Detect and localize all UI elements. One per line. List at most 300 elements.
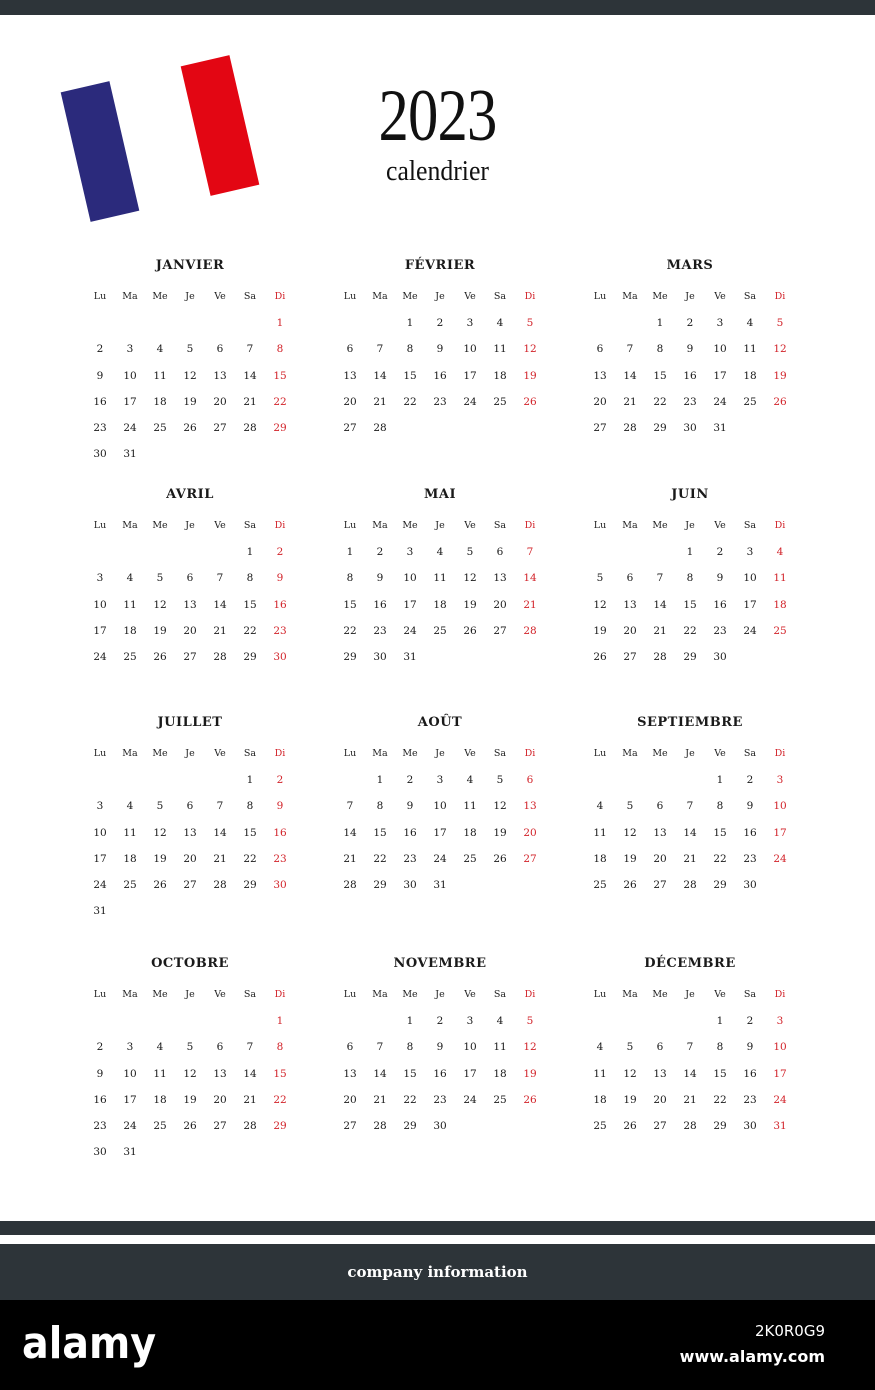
day-cell: 18: [493, 1067, 507, 1080]
day-cell: 22: [343, 624, 357, 637]
day-cell: 6: [656, 1041, 664, 1054]
day-cell: 8: [406, 343, 414, 356]
day-cell: 20: [523, 826, 537, 839]
day-cell: 11: [593, 826, 607, 839]
day-cell: 31: [123, 1146, 137, 1159]
weekday-label: Sa: [493, 748, 507, 759]
day-cell: 7: [526, 546, 534, 558]
day-cell: 16: [683, 369, 697, 382]
day-cell: 13: [523, 800, 537, 813]
empty-cell: [205, 767, 235, 793]
empty-cell: [145, 767, 175, 793]
day-cell: 5: [466, 546, 474, 558]
day-cell: 10: [123, 1067, 137, 1080]
day-cell: 14: [653, 598, 667, 611]
day-cell: 4: [596, 1041, 604, 1054]
day-cell: 4: [466, 774, 474, 786]
day-cell: 22: [403, 395, 417, 408]
day-cell: 1: [346, 546, 354, 558]
day-cell: 3: [776, 774, 784, 786]
empty-cell: [365, 1008, 395, 1034]
month-name: OCTOBRE: [151, 956, 229, 971]
day-cell: 8: [276, 343, 284, 356]
day-cell: 2: [96, 1041, 104, 1054]
weekday-label: Je: [185, 748, 195, 759]
day-cell: 19: [463, 598, 477, 611]
empty-cell: [335, 310, 365, 336]
day-cell: 23: [433, 395, 447, 408]
day-cell: 2: [746, 1015, 754, 1027]
day-cell: 23: [433, 1093, 447, 1106]
day-cell: 29: [713, 1120, 727, 1133]
day-cell: 27: [213, 1120, 227, 1133]
day-cell: 19: [773, 369, 787, 382]
weekday-label: Je: [685, 520, 695, 531]
weekday-label: Ma: [622, 291, 638, 302]
day-cell: 1: [276, 1015, 284, 1027]
stock-watermark-bar: [0, 1300, 875, 1390]
weekday-label: Ve: [214, 989, 226, 1000]
weekday-label: Ve: [714, 748, 726, 759]
day-cell: 29: [343, 651, 357, 664]
day-cell: 24: [773, 852, 787, 865]
day-cell: 17: [463, 369, 477, 382]
weekday-label: Me: [402, 291, 418, 302]
day-cell: 1: [716, 1015, 724, 1027]
day-cell: 15: [403, 1067, 417, 1080]
day-cell: 20: [653, 852, 667, 865]
weekday-label: Me: [152, 989, 168, 1000]
day-cell: 13: [183, 598, 197, 611]
day-cell: 11: [123, 826, 137, 839]
day-cell: 26: [183, 1120, 197, 1133]
day-cell: 10: [463, 343, 477, 356]
day-cell: 9: [96, 369, 104, 382]
weekday-label: Me: [152, 748, 168, 759]
day-cell: 3: [126, 1041, 134, 1054]
day-cell: 25: [493, 395, 507, 408]
weekday-label: Di: [274, 520, 286, 531]
weekday-label: Sa: [243, 291, 257, 302]
day-cell: 29: [683, 651, 697, 664]
day-cell: 6: [596, 343, 604, 356]
day-cell: 28: [653, 651, 667, 664]
weekday-header: [585, 517, 795, 535]
day-cell: 28: [683, 1120, 697, 1133]
company-information: company information: [347, 1263, 528, 1281]
day-cell: 26: [623, 1120, 637, 1133]
day-cell: 14: [523, 572, 537, 585]
day-cell: 16: [743, 826, 757, 839]
weekday-label: Ma: [372, 291, 388, 302]
day-cell: 27: [623, 651, 637, 664]
empty-cell: [615, 310, 645, 336]
top-bar: [0, 0, 875, 15]
day-cell: 18: [153, 395, 167, 408]
day-cell: 23: [683, 395, 697, 408]
day-cell: 16: [93, 1093, 107, 1106]
day-cell: 17: [773, 826, 787, 839]
day-cell: 5: [526, 317, 534, 329]
day-cell: 5: [496, 774, 504, 786]
month-name: AOÛT: [417, 715, 463, 730]
weekday-label: Me: [652, 748, 668, 759]
day-cell: 10: [713, 343, 727, 356]
empty-cell: [365, 310, 395, 336]
day-cell: 26: [153, 879, 167, 892]
day-cell: 9: [276, 572, 284, 585]
empty-cell: [205, 539, 235, 565]
empty-cell: [335, 767, 365, 793]
weekday-label: Je: [435, 989, 445, 1000]
weekday-label: Je: [185, 989, 195, 1000]
day-cell: 4: [496, 1015, 504, 1027]
month-block: [85, 256, 295, 468]
day-cell: 9: [716, 572, 724, 585]
day-cell: 3: [96, 572, 104, 585]
day-cell: 8: [376, 800, 384, 813]
empty-cell: [85, 767, 115, 793]
day-cell: 5: [526, 1015, 534, 1027]
day-cell: 29: [713, 879, 727, 892]
day-cell: 27: [183, 879, 197, 892]
day-cell: 17: [773, 1067, 787, 1080]
day-cell: 4: [496, 317, 504, 329]
day-cell: 20: [653, 1093, 667, 1106]
month-block: [585, 713, 795, 898]
weekday-label: Di: [774, 989, 786, 1000]
day-cell: 8: [686, 572, 694, 585]
flag-blue-stripe: [61, 81, 140, 222]
day-cell: 30: [433, 1120, 447, 1133]
day-cell: 16: [433, 1067, 447, 1080]
day-cell: 24: [123, 422, 137, 435]
day-cell: 25: [493, 1093, 507, 1106]
day-cell: 29: [243, 651, 257, 664]
day-cell: 2: [746, 774, 754, 786]
day-cell: 11: [153, 369, 167, 382]
day-cell: 11: [123, 598, 137, 611]
empty-cell: [85, 1008, 115, 1034]
month-name: MAI: [423, 487, 457, 502]
weekday-label: Di: [274, 748, 286, 759]
day-cell: 8: [246, 572, 254, 585]
weekday-label: Ma: [122, 520, 138, 531]
weekday-label: Ma: [622, 520, 638, 531]
day-cell: 18: [123, 852, 137, 865]
month-block: [335, 256, 545, 441]
weekday-label: Lu: [93, 748, 107, 759]
day-grid: [335, 767, 545, 898]
day-cell: 1: [656, 317, 664, 329]
empty-cell: [205, 310, 235, 336]
weekday-label: Ma: [622, 748, 638, 759]
day-cell: 21: [623, 395, 637, 408]
empty-cell: [615, 1008, 645, 1034]
weekday-label: Sa: [493, 520, 507, 531]
day-cell: 20: [213, 395, 227, 408]
day-cell: 16: [93, 395, 107, 408]
weekday-label: Lu: [593, 748, 607, 759]
day-cell: 23: [273, 624, 287, 637]
day-cell: 7: [686, 1041, 694, 1054]
day-cell: 13: [593, 369, 607, 382]
day-cell: 13: [343, 1067, 357, 1080]
day-cell: 6: [626, 572, 634, 585]
day-cell: 12: [623, 826, 637, 839]
weekday-label: Ve: [714, 520, 726, 531]
day-cell: 16: [713, 598, 727, 611]
month-block: [335, 485, 545, 670]
day-cell: 28: [213, 651, 227, 664]
day-cell: 2: [686, 317, 694, 329]
day-cell: 31: [123, 448, 137, 461]
day-cell: 27: [213, 422, 227, 435]
day-cell: 4: [436, 546, 444, 558]
day-cell: 10: [123, 369, 137, 382]
day-cell: 31: [433, 879, 447, 892]
day-cell: 15: [713, 826, 727, 839]
day-cell: 19: [523, 369, 537, 382]
weekday-label: Sa: [493, 291, 507, 302]
day-cell: 26: [523, 395, 537, 408]
day-cell: 15: [343, 598, 357, 611]
weekday-label: Ve: [464, 520, 476, 531]
day-cell: 16: [273, 598, 287, 611]
empty-cell: [145, 1008, 175, 1034]
day-cell: 15: [653, 369, 667, 382]
day-cell: 17: [123, 395, 137, 408]
day-cell: 21: [213, 624, 227, 637]
day-grid: [585, 539, 795, 670]
day-cell: 31: [403, 651, 417, 664]
weekday-label: Sa: [243, 989, 257, 1000]
day-cell: 6: [216, 1041, 224, 1054]
month-name: NOVEMBRE: [393, 956, 487, 971]
weekday-header: [85, 288, 295, 306]
day-cell: 18: [123, 624, 137, 637]
day-cell: 22: [713, 852, 727, 865]
weekday-label: Me: [402, 989, 418, 1000]
weekday-label: Je: [685, 291, 695, 302]
day-cell: 16: [373, 598, 387, 611]
day-cell: 12: [463, 572, 477, 585]
day-cell: 15: [403, 369, 417, 382]
day-cell: 5: [626, 800, 634, 813]
weekday-label: Ve: [214, 748, 226, 759]
day-cell: 6: [526, 774, 534, 786]
day-cell: 4: [596, 800, 604, 813]
stock-image-id: 2K0R0G9: [754, 1322, 825, 1340]
day-cell: 1: [276, 317, 284, 329]
day-cell: 26: [463, 624, 477, 637]
empty-cell: [585, 539, 615, 565]
day-grid: [585, 1008, 795, 1139]
day-cell: 17: [93, 624, 107, 637]
day-cell: 14: [213, 598, 227, 611]
weekday-label: Sa: [493, 989, 507, 1000]
day-cell: 26: [623, 879, 637, 892]
month-block: [585, 256, 795, 441]
day-cell: 9: [746, 1041, 754, 1054]
weekday-label: Sa: [243, 520, 257, 531]
day-cell: 5: [156, 572, 164, 585]
day-cell: 7: [376, 1041, 384, 1054]
day-cell: 26: [523, 1093, 537, 1106]
flag-red-stripe: [181, 55, 260, 196]
day-cell: 2: [276, 546, 284, 558]
day-cell: 8: [716, 800, 724, 813]
month-block: [85, 713, 295, 925]
day-cell: 14: [243, 1067, 257, 1080]
weekday-label: Ma: [372, 989, 388, 1000]
day-cell: 3: [436, 774, 444, 786]
day-cell: 19: [183, 395, 197, 408]
day-cell: 14: [683, 1067, 697, 1080]
day-cell: 19: [593, 624, 607, 637]
day-cell: 18: [493, 369, 507, 382]
day-cell: 1: [406, 317, 414, 329]
empty-cell: [235, 310, 265, 336]
weekday-header: [335, 745, 545, 763]
day-cell: 4: [746, 317, 754, 329]
day-cell: 11: [153, 1067, 167, 1080]
day-cell: 8: [656, 343, 664, 356]
month-block: [585, 954, 795, 1139]
month-name: AVRIL: [166, 487, 214, 502]
day-cell: 23: [273, 852, 287, 865]
day-cell: 13: [213, 1067, 227, 1080]
day-cell: 3: [776, 1015, 784, 1027]
day-cell: 9: [376, 572, 384, 585]
day-cell: 19: [153, 624, 167, 637]
day-cell: 24: [123, 1120, 137, 1133]
day-cell: 28: [243, 422, 257, 435]
day-cell: 1: [716, 774, 724, 786]
day-cell: 14: [373, 1067, 387, 1080]
day-cell: 22: [403, 1093, 417, 1106]
weekday-label: Me: [652, 520, 668, 531]
day-cell: 27: [493, 624, 507, 637]
day-cell: 24: [463, 395, 477, 408]
day-cell: 9: [276, 800, 284, 813]
day-cell: 29: [403, 1120, 417, 1133]
empty-cell: [115, 1008, 145, 1034]
day-cell: 8: [346, 572, 354, 585]
month-block: [85, 485, 295, 670]
day-cell: 7: [656, 572, 664, 585]
day-cell: 21: [683, 852, 697, 865]
empty-cell: [85, 539, 115, 565]
day-cell: 24: [463, 1093, 477, 1106]
weekday-label: Lu: [343, 748, 357, 759]
day-cell: 30: [713, 651, 727, 664]
day-cell: 12: [153, 598, 167, 611]
weekday-header: [85, 517, 295, 535]
empty-cell: [175, 767, 205, 793]
day-cell: 28: [243, 1120, 257, 1133]
weekday-label: Me: [402, 748, 418, 759]
day-cell: 8: [716, 1041, 724, 1054]
day-cell: 22: [273, 395, 287, 408]
day-cell: 18: [433, 598, 447, 611]
day-cell: 19: [623, 852, 637, 865]
weekday-label: Di: [274, 989, 286, 1000]
day-cell: 2: [716, 546, 724, 558]
empty-cell: [175, 310, 205, 336]
day-cell: 31: [713, 422, 727, 435]
weekday-header: [85, 986, 295, 1004]
empty-cell: [645, 767, 675, 793]
weekday-label: Je: [435, 520, 445, 531]
day-cell: 27: [653, 879, 667, 892]
month-name: JUILLET: [157, 715, 223, 730]
empty-cell: [615, 767, 645, 793]
empty-cell: [175, 539, 205, 565]
day-cell: 13: [493, 572, 507, 585]
day-cell: 2: [436, 1015, 444, 1027]
month-block: [85, 954, 295, 1166]
day-cell: 21: [683, 1093, 697, 1106]
day-cell: 22: [683, 624, 697, 637]
weekday-label: Je: [435, 291, 445, 302]
day-cell: 27: [523, 852, 537, 865]
day-cell: 6: [346, 343, 354, 356]
day-cell: 19: [183, 1093, 197, 1106]
weekday-label: Di: [524, 520, 536, 531]
day-grid: [335, 539, 545, 670]
day-cell: 22: [373, 852, 387, 865]
day-cell: 12: [773, 343, 787, 356]
day-cell: 27: [593, 422, 607, 435]
day-cell: 7: [246, 1041, 254, 1054]
day-cell: 23: [93, 1120, 107, 1133]
empty-cell: [645, 1008, 675, 1034]
weekday-label: Je: [435, 748, 445, 759]
day-cell: 17: [123, 1093, 137, 1106]
day-cell: 23: [713, 624, 727, 637]
day-cell: 5: [596, 572, 604, 585]
day-cell: 31: [773, 1120, 787, 1133]
day-cell: 20: [343, 1093, 357, 1106]
day-cell: 2: [376, 546, 384, 558]
day-cell: 5: [776, 317, 784, 329]
weekday-label: Sa: [743, 989, 757, 1000]
day-cell: 14: [373, 369, 387, 382]
day-cell: 25: [773, 624, 787, 637]
day-cell: 30: [273, 879, 287, 892]
weekday-label: Lu: [343, 520, 357, 531]
day-cell: 20: [623, 624, 637, 637]
weekday-label: Ve: [214, 291, 226, 302]
day-cell: 1: [406, 1015, 414, 1027]
day-cell: 7: [686, 800, 694, 813]
weekday-label: Ma: [372, 520, 388, 531]
day-cell: 21: [213, 852, 227, 865]
empty-cell: [115, 539, 145, 565]
day-cell: 8: [246, 800, 254, 813]
day-cell: 14: [213, 826, 227, 839]
day-cell: 21: [243, 395, 257, 408]
day-cell: 14: [343, 826, 357, 839]
day-cell: 12: [623, 1067, 637, 1080]
day-cell: 20: [183, 624, 197, 637]
calendar-subtitle: calendrier: [386, 156, 489, 187]
day-cell: 2: [96, 343, 104, 356]
day-cell: 21: [523, 598, 537, 611]
empty-cell: [335, 1008, 365, 1034]
day-cell: 17: [93, 852, 107, 865]
